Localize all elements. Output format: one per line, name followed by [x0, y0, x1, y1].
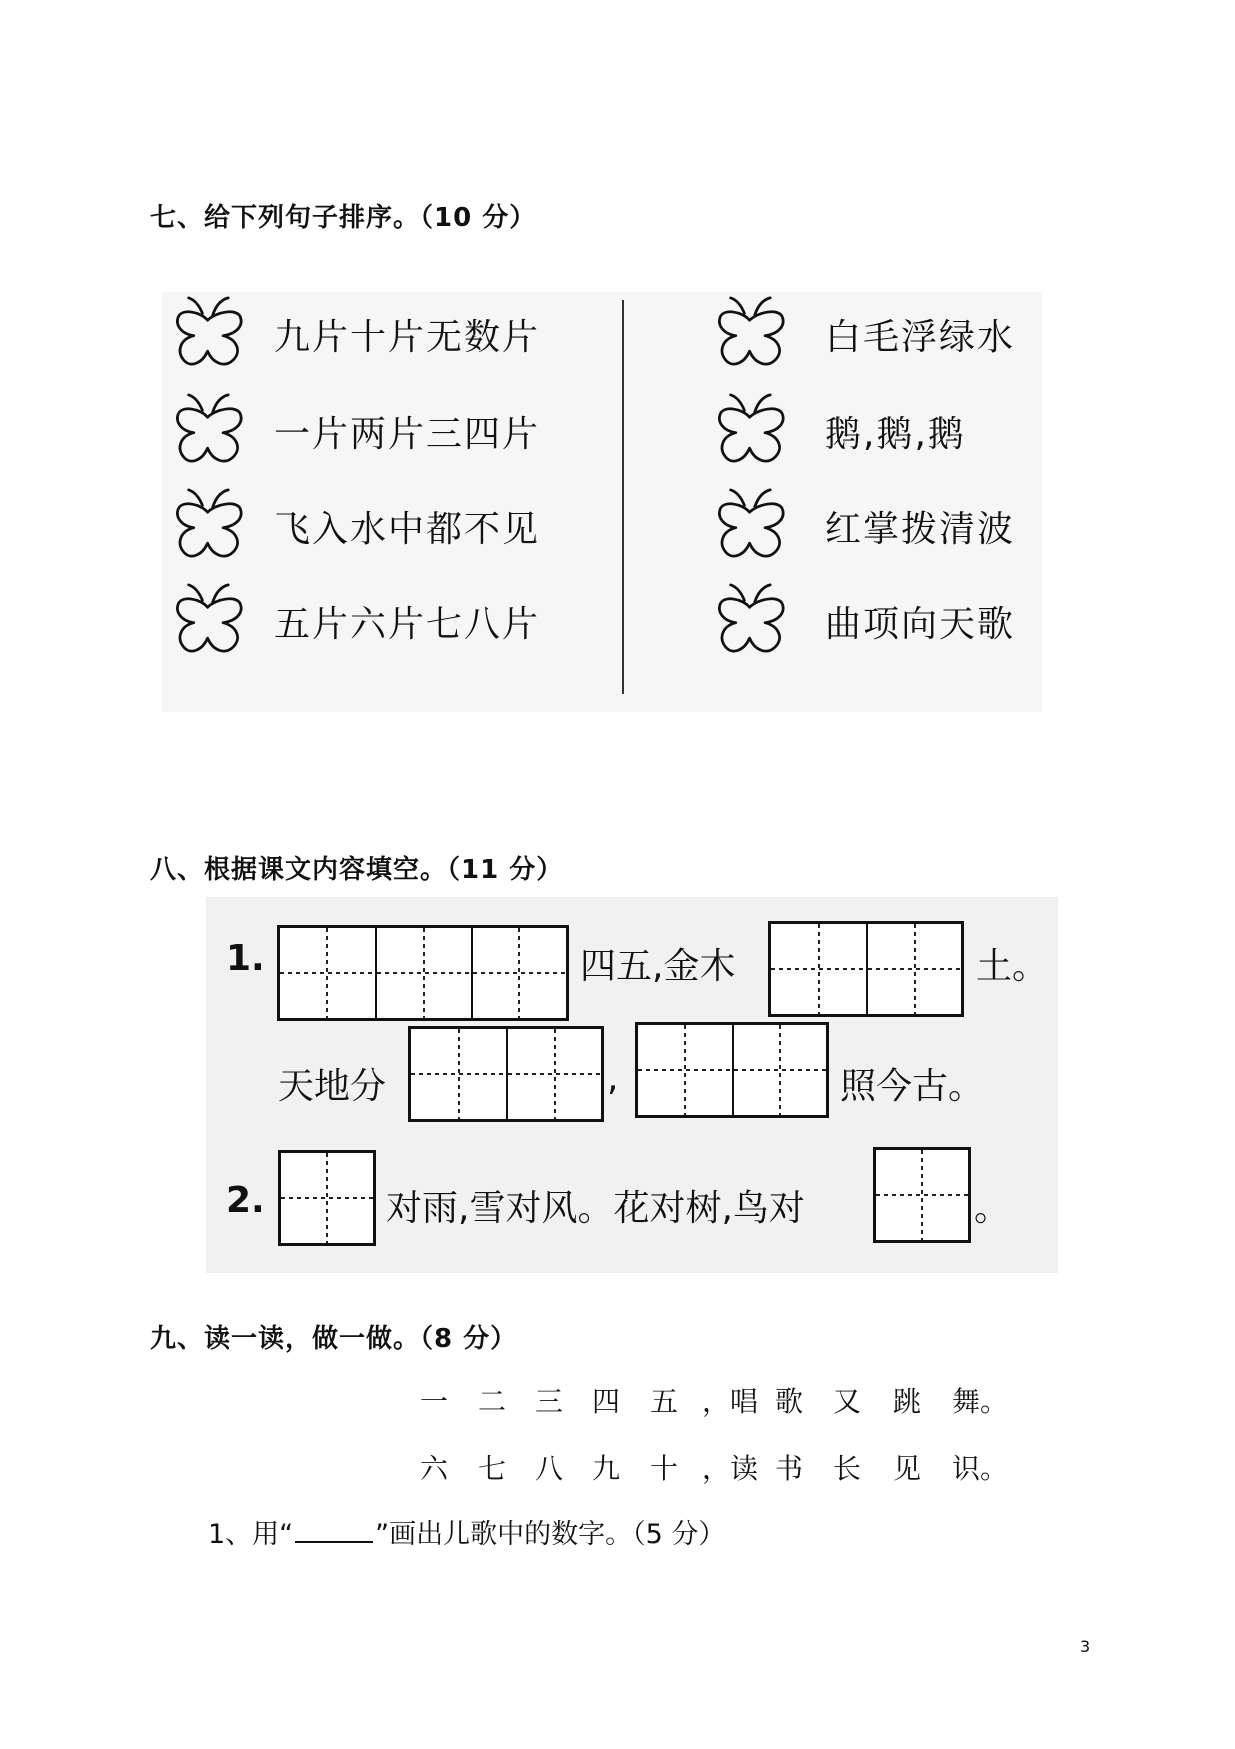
- writing-cell[interactable]: [866, 924, 961, 1014]
- writing-cell[interactable]: [638, 1025, 732, 1115]
- chant-char: 舞。: [952, 1385, 1009, 1418]
- chant-char: ，唱: [702, 1385, 759, 1418]
- chant-char: 七: [478, 1452, 507, 1485]
- chant-char: 又: [833, 1385, 862, 1418]
- butterfly-icon: [710, 291, 796, 377]
- q1-blank-grid-2[interactable]: [768, 921, 964, 1017]
- question-text-before: 1、用“: [208, 1519, 294, 1550]
- sentence-item: 红掌拨清波: [825, 509, 1016, 550]
- section9-title: 九、读一读，做一做。（8 分）: [150, 1324, 518, 1354]
- chant-char: 六: [420, 1452, 449, 1485]
- butterfly-icon: [168, 291, 254, 377]
- q1-line2-comma: ,: [607, 1058, 619, 1099]
- chant-char: 一: [420, 1385, 449, 1418]
- q1-number: 1.: [226, 938, 265, 979]
- sentence-item: 白毛浮绿水: [825, 317, 1016, 358]
- butterfly-icon: [168, 388, 254, 474]
- chant-char: 十: [650, 1452, 679, 1485]
- q2-blank-grid-2[interactable]: [873, 1147, 971, 1243]
- sentence-item: 飞入水中都不见: [274, 509, 541, 550]
- chant-char: 八: [535, 1452, 564, 1485]
- question-text-after: ”画出儿歌中的数字。（5 分）: [375, 1519, 726, 1550]
- q1-blank-grid-3[interactable]: [408, 1026, 604, 1122]
- sentence-item: 曲项向天歌: [825, 604, 1016, 645]
- underline-blank: [295, 1515, 373, 1543]
- chant-char: 跳: [893, 1385, 922, 1418]
- chant-char: 长: [833, 1452, 862, 1485]
- butterfly-icon: [168, 578, 254, 664]
- q1-line2-text-b: 照今古。: [840, 1066, 985, 1107]
- writing-cell[interactable]: [280, 928, 375, 1018]
- chant-char: ，读: [702, 1452, 759, 1485]
- chant-char: 三: [535, 1385, 564, 1418]
- sentence-item: 九片十片无数片: [274, 317, 541, 358]
- butterfly-icon: [710, 483, 796, 569]
- section9-question-1: [208, 1512, 725, 1551]
- chant-char: 四: [592, 1385, 621, 1418]
- writing-cell[interactable]: [732, 1025, 826, 1115]
- writing-cell[interactable]: [876, 1150, 968, 1240]
- chant-char: 识。: [952, 1452, 1009, 1485]
- chant-char: 二: [478, 1385, 507, 1418]
- q1-blank-grid-1[interactable]: [277, 925, 569, 1021]
- sentence-item: 鹅,鹅,鹅: [825, 414, 966, 455]
- section8-title: 八、根据课文内容填空。（11 分）: [150, 855, 564, 885]
- writing-cell[interactable]: [471, 928, 566, 1018]
- writing-cell[interactable]: [411, 1029, 506, 1119]
- q1-blank-grid-4[interactable]: [635, 1022, 829, 1118]
- q2-text-b: 。: [974, 1188, 1011, 1229]
- q1-text-a: 四五,金木: [580, 946, 736, 987]
- section7-title: 七、给下列句子排序。（10 分）: [150, 203, 537, 233]
- page-number: 3: [1080, 1637, 1091, 1656]
- writing-cell[interactable]: [506, 1029, 601, 1119]
- chant-char: 书: [775, 1452, 804, 1485]
- writing-cell[interactable]: [771, 924, 866, 1014]
- sentence-item: 五片六片七八片: [274, 604, 541, 645]
- chant-char: 见: [893, 1452, 922, 1485]
- sentence-item: 一片两片三四片: [274, 414, 541, 455]
- chant-char: 五: [650, 1385, 679, 1418]
- q1-text-b: 土。: [976, 946, 1049, 987]
- butterfly-icon: [710, 388, 796, 474]
- q2-text-a: 对雨,雪对风。花对树,鸟对: [386, 1188, 805, 1229]
- butterfly-icon: [168, 483, 254, 569]
- chant-char: 九: [592, 1452, 621, 1485]
- chant-char: 歌: [775, 1385, 804, 1418]
- butterfly-icon: [710, 578, 796, 664]
- q2-blank-grid-1[interactable]: [278, 1150, 376, 1246]
- writing-cell[interactable]: [281, 1153, 373, 1243]
- section7-divider: [622, 300, 624, 694]
- writing-cell[interactable]: [375, 928, 471, 1018]
- q2-number: 2.: [226, 1180, 265, 1221]
- q1-line2-text-a: 天地分: [278, 1066, 387, 1107]
